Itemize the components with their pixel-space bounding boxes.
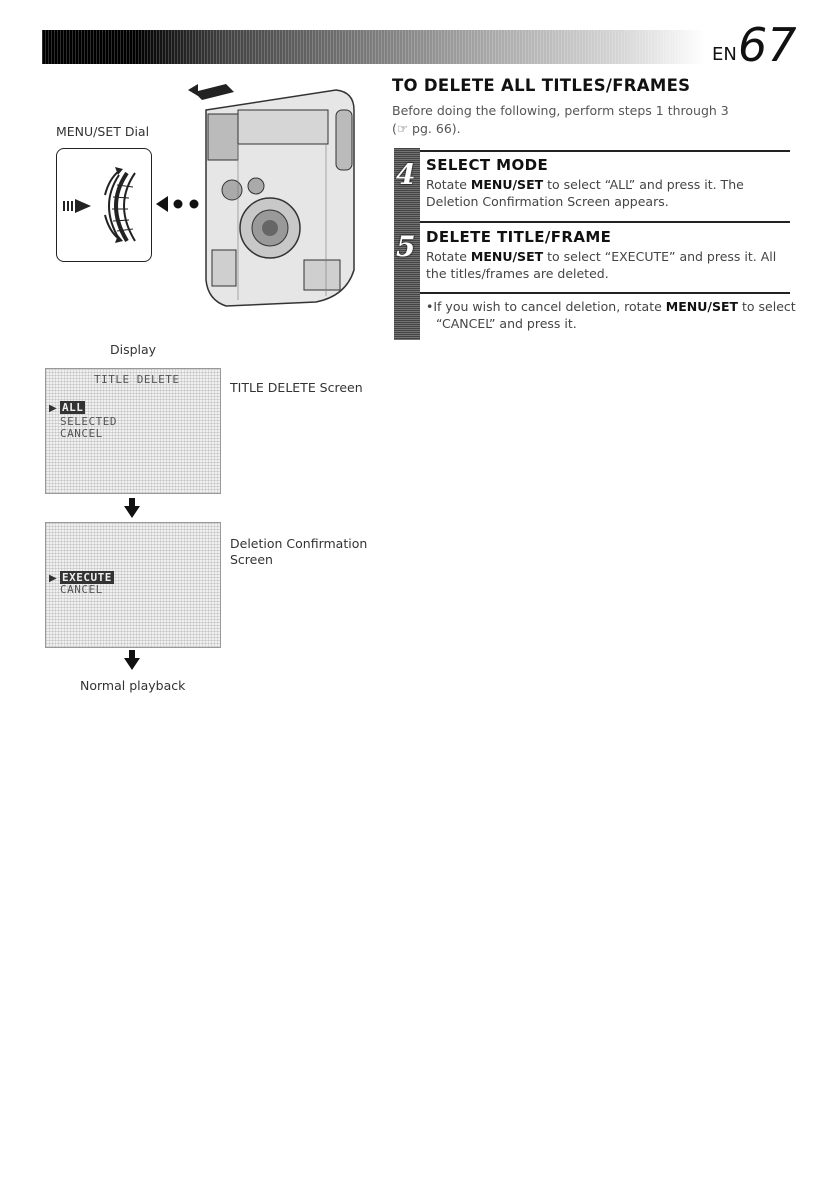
step-rule (420, 221, 790, 223)
step-4-text: Rotate MENU/SET to select “ALL” and press it. The Deletion Confirmation Screen appears. (426, 177, 744, 209)
confirmation-caption (230, 536, 367, 568)
lcd-option-all: ALL (62, 401, 84, 414)
lcd-heading: TITLE DELETE (94, 373, 180, 386)
intro-text (392, 102, 772, 138)
page-digits: 67 (738, 18, 797, 72)
step-5-text: Rotate MENU/SET to select “EXECUTE” and press it. All the titles/frames are deleted. (426, 249, 777, 281)
section-title: TO DELETE ALL TITLES/FRAMES (392, 76, 691, 95)
menu-set-dial-diagram (56, 148, 152, 262)
step-number-5: 5 (396, 230, 416, 263)
cursor-icon: ▶ (49, 403, 57, 414)
lcd-option-cancel: CANCEL (60, 427, 103, 440)
dial-icon (57, 149, 151, 261)
step-number-4: 4 (396, 158, 416, 191)
step-4-heading: SELECT MODE (426, 156, 549, 174)
display-label: Display (110, 342, 157, 357)
step-5-heading: DELETE TITLE/FRAME (426, 228, 612, 246)
down-arrow-icon (124, 650, 140, 670)
intro-line1: Before doing the following, perform steps 1 through 3 (392, 103, 729, 118)
confirmation-caption-line1: Deletion Confirmation (230, 536, 368, 551)
down-arrow-icon (124, 498, 140, 518)
title-delete-caption: TITLE DELETE Screen (230, 380, 363, 395)
camcorder-illustration (186, 70, 360, 310)
normal-playback-caption: Normal playback (80, 678, 186, 693)
header-band (42, 30, 706, 64)
lcd-option-execute: EXECUTE (62, 571, 112, 584)
step-rule (420, 150, 790, 152)
intro-line2: (☞ pg. 66). (392, 121, 461, 136)
note-text: •If you wish to cancel deletion, rotate MENU/SET to select “CANCEL” and press it. (426, 299, 796, 331)
dial-label: MENU/SET Dial (56, 124, 150, 139)
lcd-option-cancel: CANCEL (60, 583, 103, 596)
cursor-icon: ▶ (49, 573, 57, 584)
page-language: EN (712, 44, 737, 65)
confirmation-screen (45, 522, 221, 648)
confirmation-caption-line2: Screen (230, 552, 273, 567)
title-delete-screen (45, 368, 221, 494)
lcd-option-selected: SELECTED (60, 415, 117, 428)
note-rule (420, 292, 790, 294)
page-number (712, 16, 812, 74)
